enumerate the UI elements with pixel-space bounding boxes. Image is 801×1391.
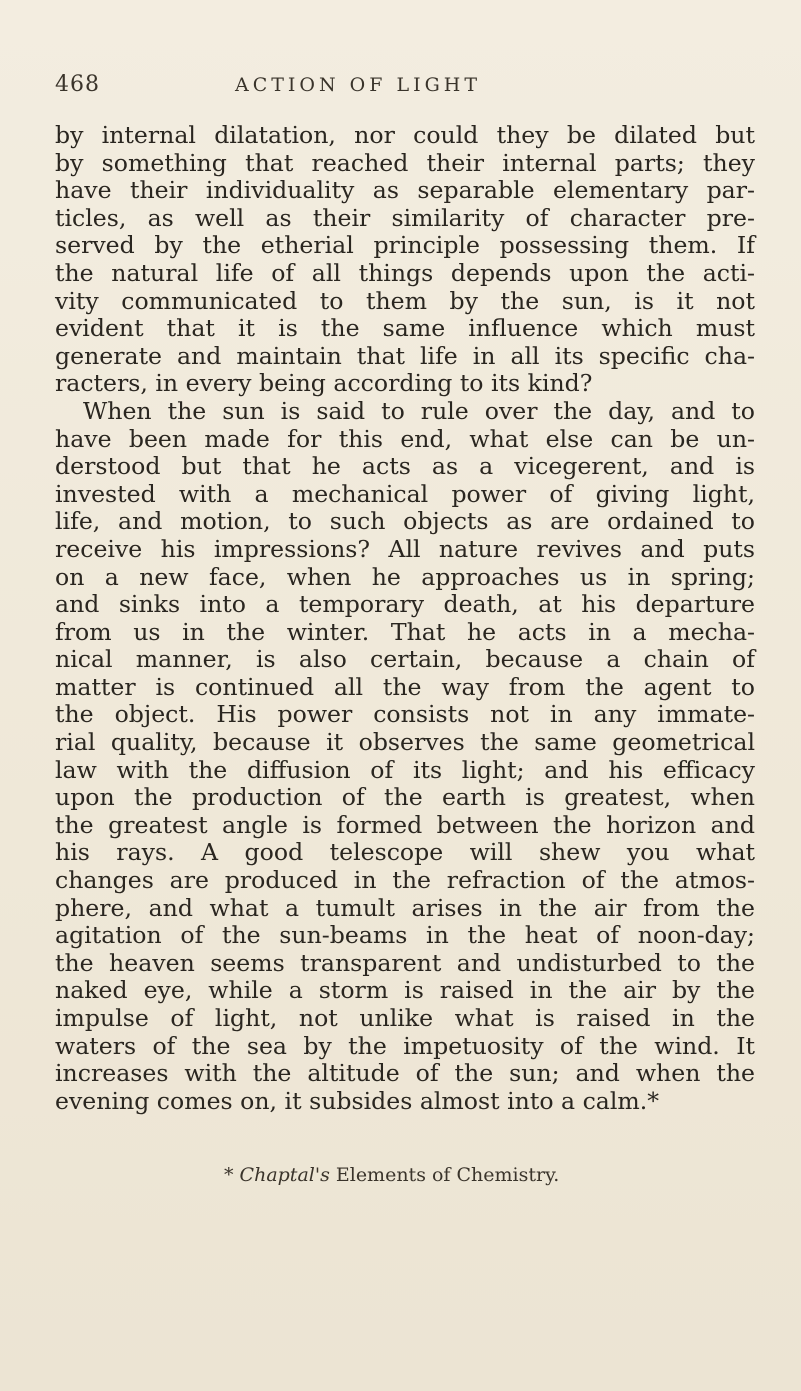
text-line: When the sun is said to rule over the day, and to — [83, 396, 755, 425]
text-line: evening comes on, it subsides almost into a calm.* — [55, 1086, 660, 1115]
text-line: agitation of the sun-beams in the heat of noon-day; — [55, 921, 755, 950]
text-line: rial quality, because it observes the same geometrical — [55, 728, 755, 757]
footnote-text: Elements of Chemistry. — [329, 1164, 560, 1186]
text-line: derstood but that he acts as a vicegerent, and is — [55, 452, 755, 481]
text-line: evident that it is the same influence which must — [55, 314, 755, 343]
text-line: by something that reached their internal parts; they — [55, 148, 755, 177]
text-line: nical manner, is also certain, because a chain of — [55, 645, 755, 674]
text-line: vity communicated to them by the sun, is it not — [55, 286, 755, 315]
text-line: generate and maintain that life in all its specific cha- — [55, 341, 755, 370]
text-line: phere, and what a tumult arises in the air from the — [55, 893, 755, 922]
text-line: changes are produced in the refraction of the atmos- — [55, 866, 755, 895]
text-line: from us in the winter. That he acts in a mecha- — [55, 617, 755, 646]
text-line: the natural life of all things depends upon the acti- — [55, 258, 755, 287]
text-line: law with the diffusion of its light; and his efficacy — [55, 755, 755, 784]
running-title: ACTION OF LIGHT — [235, 74, 482, 96]
text-line: and sinks into a temporary death, at his departure — [55, 590, 755, 619]
text-line: have been made for this end, what else can be un- — [55, 424, 755, 453]
text-line: naked eye, while a storm is raised in the air by the — [55, 976, 755, 1005]
text-line: matter is continued all the way from the agent to — [55, 672, 755, 701]
page-number: 468 — [55, 72, 100, 97]
text-line: served by the etherial principle possessing them. If — [55, 231, 755, 260]
text-line: life, and motion, to such objects as are ordained to — [55, 507, 755, 536]
running-head — [55, 72, 755, 112]
text-line: by internal dilatation, nor could they be dilated but — [55, 121, 755, 149]
text-line: invested with a mechanical power of giving light, — [55, 479, 755, 508]
text-line: on a new face, when he approaches us in spring; — [55, 562, 755, 591]
text-line: receive his impressions? All nature revives and puts — [55, 534, 755, 563]
text-line: impulse of light, not unlike what is raised in the — [55, 1004, 755, 1032]
text-line: the object. His power consists not in any immate- — [55, 700, 755, 729]
text-line: increases with the altitude of the sun; and when the — [55, 1059, 755, 1088]
text-line: have their individuality as separable elementary par- — [55, 176, 755, 205]
text-line: waters of the sea by the impetuosity of the wind. It — [55, 1031, 755, 1060]
footnote — [224, 1164, 559, 1186]
footnote-marker: * — [224, 1164, 234, 1186]
text-line: the greatest angle is formed between the horizon and — [55, 810, 755, 839]
text-line: his rays. A good telescope will shew you what — [55, 838, 755, 867]
text-line: racters, in every being according to its kind? — [55, 369, 593, 398]
text-line: the heaven seems transparent and undisturbed to the — [55, 948, 755, 977]
footnote-author: Chaptal's — [239, 1164, 330, 1186]
text-line: upon the production of the earth is greatest, when — [55, 783, 755, 812]
body-text — [55, 122, 755, 1115]
text-line: ticles, as well as their similarity of character pre- — [55, 203, 755, 232]
